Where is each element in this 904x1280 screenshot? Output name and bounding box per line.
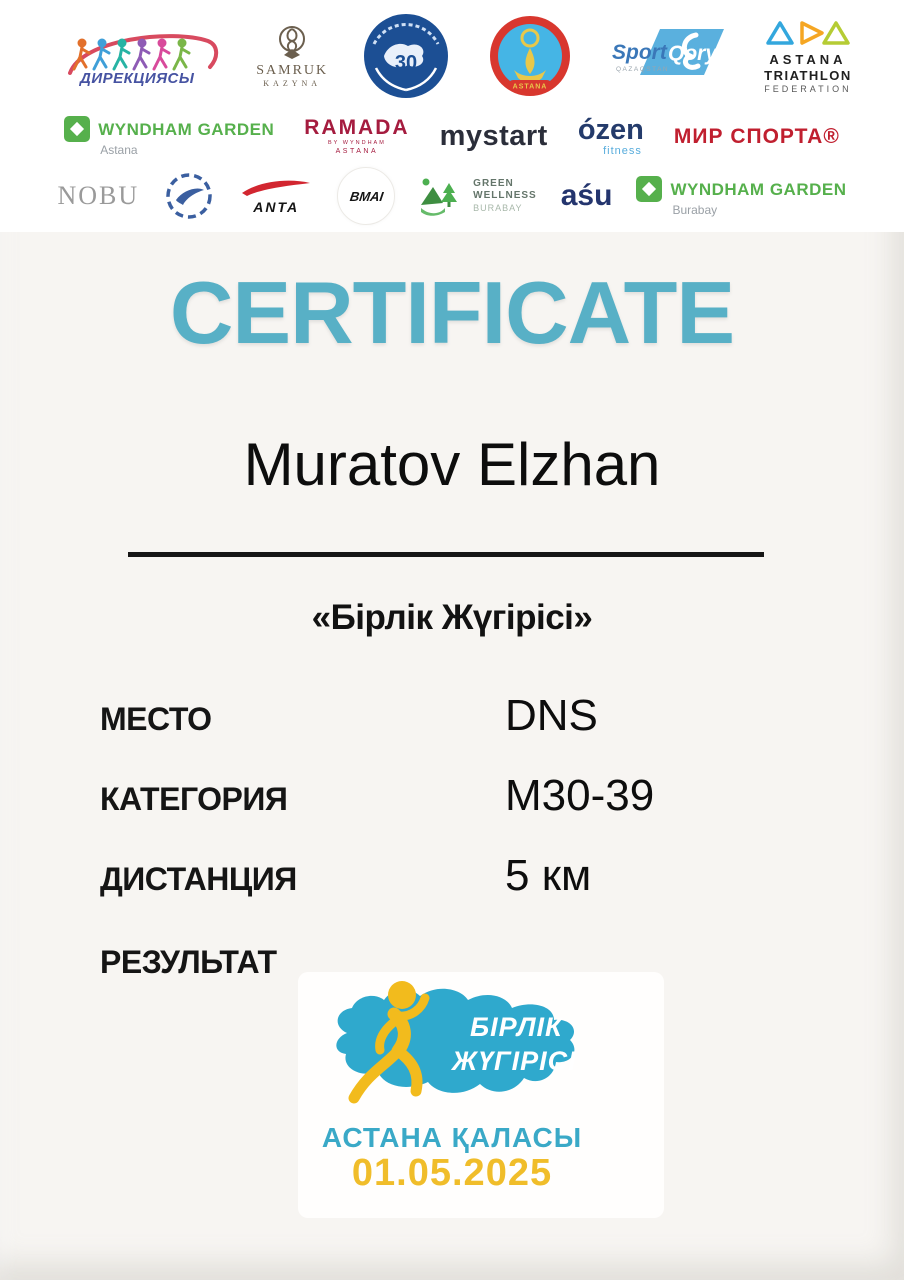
sponsor-row-3 [10, 168, 894, 224]
ramada-logo [304, 117, 409, 156]
sport-qory-logo [610, 27, 730, 85]
event-name: «Бірлік Жүгірісі» [311, 598, 593, 637]
wyndham-wordmark: WYNDHAM GARDEN [670, 179, 847, 199]
anta-wordmark: ANTA [253, 199, 300, 215]
mystart-logo [439, 119, 548, 152]
footer-city: АСТАНА ҚАЛАСЫ [321, 1122, 583, 1153]
astana-emblem-banner-text: ASTANA [512, 83, 548, 91]
participant-name: Muratov Elzhan [243, 431, 661, 498]
qory-wordmark: Qory [668, 42, 718, 65]
sport-wordmark: Sport [612, 41, 667, 64]
bmai-circle-badge [337, 167, 395, 225]
birlik-zhugirisi-logo-icon [302, 978, 602, 1116]
samruk-kazyna-logo [256, 24, 328, 88]
field-value-category: M30-39 [505, 771, 655, 820]
ramada-wordmark: RAMADA [304, 115, 410, 139]
direkciyasy-wordmark: ДИРЕКЦИЯСЫ [80, 69, 195, 87]
astana-city-emblem-logo [484, 12, 576, 100]
sponsor-row-1 [10, 8, 894, 104]
bmai-logo [337, 167, 395, 225]
bmai-wordmark: BMAI [348, 188, 384, 204]
green-wellness-burabay-logo [419, 175, 537, 217]
green-wellness-mountain-icon [419, 175, 465, 217]
certificate-title: CERTIFICATE [169, 263, 735, 362]
wyndham-diamond-icon [64, 116, 90, 142]
triathlon-triangles-icon [765, 19, 851, 47]
joma-logo [163, 170, 215, 222]
triathlon-line-triathlon: TRIATHLON [764, 67, 852, 83]
triathlon-line-astana: ASTANA [769, 51, 847, 67]
field-label-category: КАТЕГОРИЯ [100, 780, 288, 817]
mystart-wordmark: mystart [439, 119, 548, 152]
green-wellness-line-wellness: WELLNESS [473, 190, 537, 202]
field-row-place [100, 679, 844, 759]
assembly-30-logo [362, 12, 450, 100]
field-label-result: РЕЗУЛЬТАТ [100, 943, 277, 980]
triathlon-line-federation: FEDERATION [764, 83, 852, 94]
direkciyasy-logo [52, 27, 222, 86]
field-row-category [100, 759, 844, 839]
sponsor-logos-strip [0, 0, 904, 232]
nobu-wordmark: NOBU [57, 181, 140, 210]
nobu-logo [58, 183, 140, 209]
assembly-30-number: 30 [395, 52, 418, 74]
event-logo [0, 978, 904, 1116]
field-value-place: DNS [505, 691, 598, 740]
result-fields [100, 679, 844, 1005]
ozen-wordmark: ózen [577, 113, 644, 146]
mir-sporta-wordmark: МИР СПОРТА® [673, 124, 840, 148]
sport-qory-icon [610, 27, 730, 85]
sponsor-row-2 [10, 108, 894, 164]
field-value-distance: 5 км [505, 851, 592, 900]
joma-emblem-icon [163, 170, 215, 222]
ozen-fitness-logo [577, 113, 644, 157]
field-row-distance [100, 839, 844, 919]
event-logo-line1: БІРЛІК [470, 1012, 563, 1042]
asu-wordmark: aśu [560, 179, 613, 212]
astana-triathlon-federation-logo [764, 19, 852, 94]
wyndham-diamond-icon [636, 176, 662, 202]
footer-date: 01.05.2025 [351, 1152, 553, 1194]
anta-swoosh-icon [239, 178, 313, 198]
wyndham-garden-burabay-logo [636, 176, 846, 216]
assembly-30-emblem-icon [362, 12, 450, 100]
wyndham-garden-astana-logo [64, 116, 274, 156]
ramada-by-wyndham-subtext: BY WYNDHAM [328, 139, 386, 146]
name-underline [128, 552, 764, 557]
wyndham-astana-subtext: Astana [100, 143, 138, 157]
green-wellness-line-burabay: BURABAY [473, 202, 523, 213]
mir-sporta-logo [674, 126, 840, 147]
ozen-fitness-subtext: fitness [603, 144, 642, 157]
asu-logo [561, 181, 613, 211]
event-logo-line2: ЖҮГІРІСІ [452, 1046, 577, 1076]
field-label-distance: ДИСТАНЦИЯ [100, 860, 297, 897]
ramada-astana-subtext: ASTANA [335, 148, 379, 156]
field-label-place: МЕСТО [100, 700, 212, 737]
samruk-wordmark: SAMRUK [256, 63, 329, 78]
anta-logo [239, 178, 313, 214]
wyndham-wordmark: WYNDHAM GARDEN [98, 119, 275, 139]
astana-city-emblem-icon [484, 12, 576, 100]
green-wellness-line-green: GREEN [473, 177, 514, 189]
samruk-emblem-icon [274, 24, 310, 62]
qazaqstan-subtext: QAZAQSTAN [616, 66, 670, 73]
kazyna-wordmark: KAZYNA [263, 79, 322, 88]
wyndham-burabay-subtext: Burabay [672, 203, 718, 217]
